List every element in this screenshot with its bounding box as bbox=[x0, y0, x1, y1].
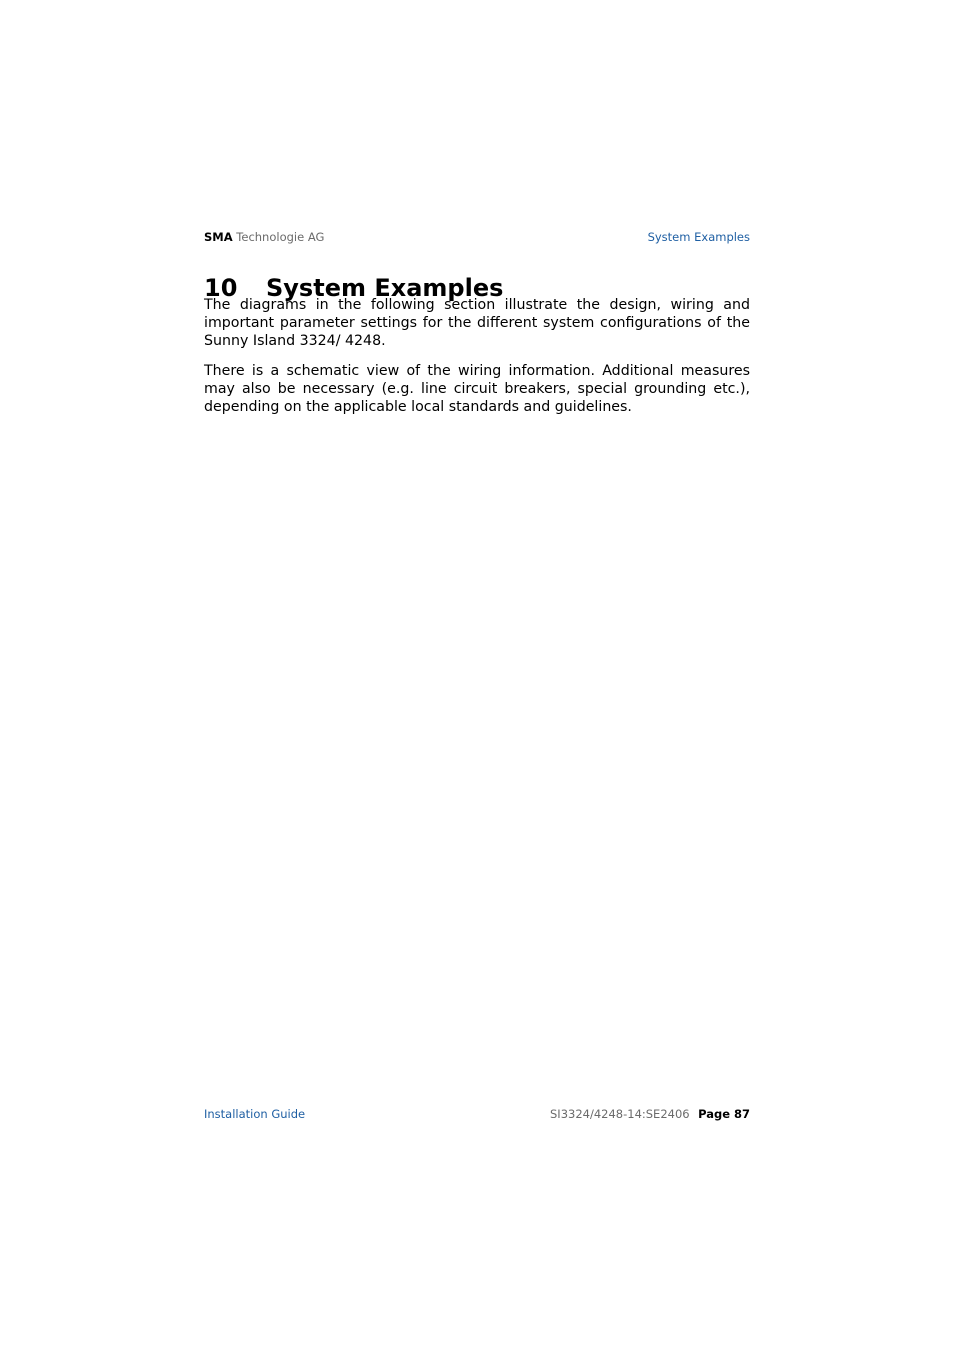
page-number: Page 87 bbox=[698, 1107, 750, 1121]
chapter-number: 10 bbox=[204, 274, 238, 303]
brand-name: SMA bbox=[204, 230, 233, 244]
company-name bbox=[204, 229, 324, 245]
wiring-note-paragraph: There is a schematic view of the wiring information. Additional measures may also be necessary (e.g. line circuit breakers, special grounding etc.), depending on the applicable local standards and guidelines. bbox=[204, 363, 750, 415]
running-section-title: System Examples bbox=[647, 230, 750, 244]
document-title: Installation Guide bbox=[204, 1107, 306, 1121]
document-id: SI3324/4248-14:SE2406 bbox=[550, 1107, 690, 1121]
intro-paragraph: The diagrams in the following section illustrate the design, wiring and important parameter settings for the different system configurations of the Sunny Island 3324/ 4248. bbox=[204, 297, 750, 349]
page-footer bbox=[204, 1106, 750, 1122]
brand-suffix: Technologie AG bbox=[232, 230, 325, 244]
page-header bbox=[204, 229, 750, 245]
chapter-title: System Examples bbox=[266, 274, 504, 303]
